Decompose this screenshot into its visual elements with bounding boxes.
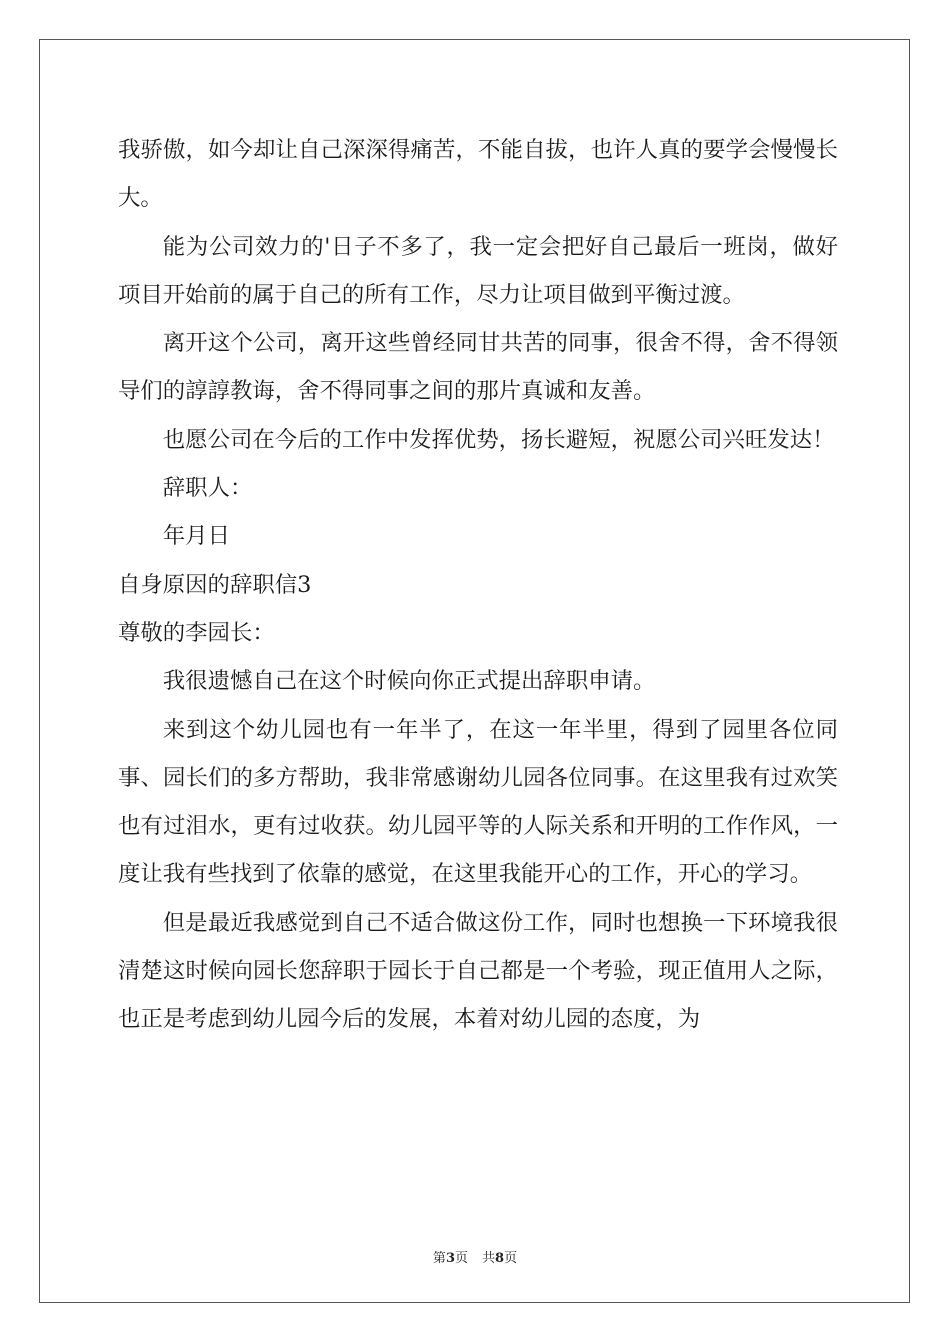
document-body [118, 126, 838, 1044]
total-prefix: 共 [482, 1251, 496, 1266]
page-prefix: 第 [432, 1251, 446, 1266]
page-footer [0, 1247, 950, 1266]
date-line: 年月日 [162, 523, 230, 550]
page-number: 3 [445, 1251, 455, 1266]
paragraph: 能为公司效力的'日子不多了，我一定会把好自己最后一班岗，做好项目开始前的属于自己的所有工作，尽力让项目做到平衡过渡。 [118, 233, 838, 308]
total-suffix: 页 [504, 1251, 518, 1266]
paragraph: 也愿公司在今后的工作中发挥优势，扬长避短，祝愿公司兴旺发达！ [162, 426, 835, 453]
paragraph: 我骄傲，如今却让自己深深得痛苦，不能自拔，也许人真的要学会慢慢长大。 [118, 137, 838, 212]
page-suffix: 页 [454, 1251, 468, 1266]
salutation: 尊敬的李园长： [118, 619, 275, 646]
paragraph: 来到这个幼儿园也有一年半了，在这一年半里，得到了园里各位同事、园长们的多方帮助，我非常感谢幼儿园各位同事。在这里我有过欢笑也有过泪水，更有过收获。幼儿园平等的人际关系和开明的工作作风，一度让我有些找到了依靠的感觉，在这里我能开心的工作，开心的学习。 [118, 716, 838, 888]
paragraph: 我很遗憾自己在这个时候向你正式提出辞职申请。 [162, 668, 656, 695]
section-title: 自身原因的辞职信3 [118, 571, 312, 598]
paragraph: 但是最近我感觉到自己不适合做这份工作，同时也想换一下环境我很清楚这时候向园长您辞职于园长于自己都是一个考验，现正值用人之际，也正是考虑到幼儿园今后的发展，本着对幼儿园的态度，为 [118, 909, 838, 1033]
total-pages: 8 [495, 1251, 505, 1266]
paragraph: 离开这个公司，离开这些曾经同甘共苦的同事，很舍不得，舍不得领导们的諄諄教诲，舍不得同事之间的那片真诚和友善。 [118, 330, 838, 405]
signature-label: 辞职人： [162, 475, 253, 502]
